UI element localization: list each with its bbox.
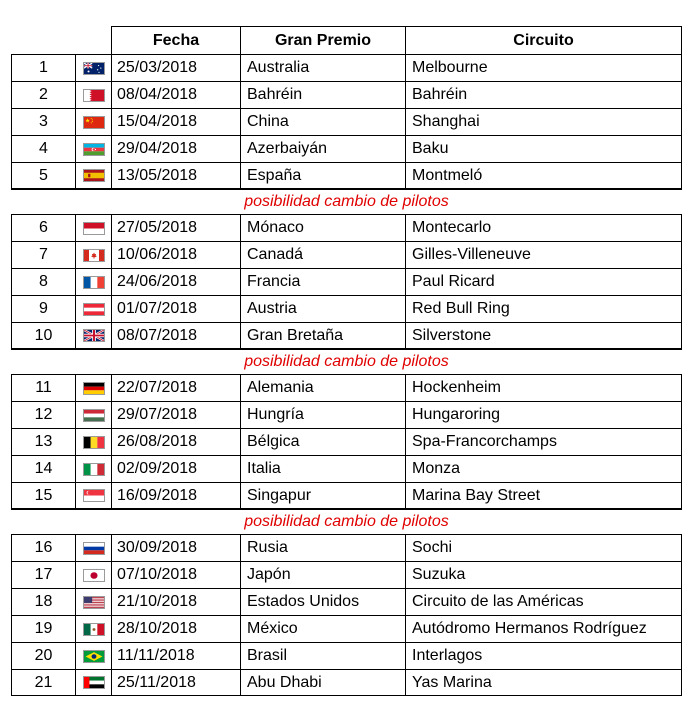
driver-change-note-row <box>11 189 682 214</box>
race-grand-prix: Mónaco <box>240 215 405 241</box>
germany-flag <box>83 382 105 395</box>
race-flag-cell <box>75 456 111 482</box>
race-date: 10/06/2018 <box>111 242 240 268</box>
race-row <box>11 241 682 268</box>
race-date: 07/10/2018 <box>111 562 240 588</box>
race-number: 21 <box>11 670 75 695</box>
race-date: 16/09/2018 <box>111 483 240 508</box>
race-number: 8 <box>11 269 75 295</box>
race-flag-cell <box>75 375 111 401</box>
header-row <box>11 26 682 54</box>
race-number: 5 <box>11 163 75 188</box>
race-flag-cell <box>75 242 111 268</box>
race-grand-prix: México <box>240 616 405 642</box>
race-flag-cell <box>75 323 111 348</box>
header-circuito: Circuito <box>405 26 682 54</box>
header-flag <box>75 26 111 54</box>
race-circuit: Monza <box>405 456 682 482</box>
race-circuit: Bahréin <box>405 82 682 108</box>
race-circuit: Baku <box>405 136 682 162</box>
race-grand-prix: Azerbaiyán <box>240 136 405 162</box>
race-grand-prix: Italia <box>240 456 405 482</box>
race-date: 29/04/2018 <box>111 136 240 162</box>
race-date: 30/09/2018 <box>111 535 240 561</box>
race-row <box>11 534 682 561</box>
race-date: 02/09/2018 <box>111 456 240 482</box>
race-flag-cell <box>75 163 111 188</box>
race-flag-cell <box>75 55 111 81</box>
race-flag-cell <box>75 670 111 695</box>
race-circuit: Marina Bay Street <box>405 483 682 508</box>
race-date: 08/04/2018 <box>111 82 240 108</box>
race-date: 29/07/2018 <box>111 402 240 428</box>
race-number: 13 <box>11 429 75 455</box>
race-circuit: Autódromo Hermanos Rodríguez <box>405 616 682 642</box>
race-row <box>11 54 682 81</box>
race-number: 10 <box>11 323 75 348</box>
race-row <box>11 588 682 615</box>
driver-change-note: posibilidad cambio de pilotos <box>244 193 449 210</box>
brazil-flag <box>83 650 105 663</box>
race-number: 9 <box>11 296 75 322</box>
race-grand-prix: España <box>240 163 405 188</box>
header-gran-premio: Gran Premio <box>240 26 405 54</box>
race-number: 19 <box>11 616 75 642</box>
race-circuit: Hockenheim <box>405 375 682 401</box>
race-number: 1 <box>11 55 75 81</box>
belgium-flag <box>83 436 105 449</box>
race-flag-cell <box>75 483 111 508</box>
france-flag <box>83 276 105 289</box>
race-date: 13/05/2018 <box>111 163 240 188</box>
monaco-flag <box>83 222 105 235</box>
russia-flag <box>83 542 105 555</box>
race-grand-prix: Abu Dhabi <box>240 670 405 695</box>
race-row <box>11 669 682 696</box>
race-flag-cell <box>75 429 111 455</box>
race-grand-prix: Australia <box>240 55 405 81</box>
race-number: 14 <box>11 456 75 482</box>
race-number: 18 <box>11 589 75 615</box>
race-row <box>11 135 682 162</box>
race-grand-prix: Brasil <box>240 643 405 669</box>
singapore-flag <box>83 489 105 502</box>
race-flag-cell <box>75 269 111 295</box>
race-circuit: Yas Marina <box>405 670 682 695</box>
driver-change-note-row <box>11 509 682 534</box>
china-flag <box>83 116 105 129</box>
race-circuit: Suzuka <box>405 562 682 588</box>
race-row <box>11 615 682 642</box>
race-date: 11/11/2018 <box>111 643 240 669</box>
race-flag-cell <box>75 562 111 588</box>
race-grand-prix: Bahréin <box>240 82 405 108</box>
race-row <box>11 268 682 295</box>
austria-flag <box>83 303 105 316</box>
race-grand-prix: Alemania <box>240 375 405 401</box>
race-row <box>11 322 682 349</box>
race-date: 28/10/2018 <box>111 616 240 642</box>
race-date: 15/04/2018 <box>111 109 240 135</box>
uae-flag <box>83 676 105 689</box>
race-row <box>11 81 682 108</box>
race-flag-cell <box>75 535 111 561</box>
race-date: 27/05/2018 <box>111 215 240 241</box>
race-date: 24/06/2018 <box>111 269 240 295</box>
race-number: 2 <box>11 82 75 108</box>
race-grand-prix: Rusia <box>240 535 405 561</box>
driver-change-note: posibilidad cambio de pilotos <box>244 513 449 530</box>
race-row <box>11 162 682 189</box>
race-flag-cell <box>75 215 111 241</box>
race-flag-cell <box>75 402 111 428</box>
race-number: 11 <box>11 375 75 401</box>
race-circuit: Montmeló <box>405 163 682 188</box>
uk-flag <box>83 329 105 342</box>
race-flag-cell <box>75 109 111 135</box>
race-flag-cell <box>75 136 111 162</box>
race-grand-prix: Estados Unidos <box>240 589 405 615</box>
race-number: 6 <box>11 215 75 241</box>
race-circuit: Paul Ricard <box>405 269 682 295</box>
race-row <box>11 561 682 588</box>
race-grand-prix: China <box>240 109 405 135</box>
calendar-table <box>11 26 682 696</box>
race-flag-cell <box>75 616 111 642</box>
race-row <box>11 214 682 241</box>
race-circuit: Circuito de las Américas <box>405 589 682 615</box>
race-date: 21/10/2018 <box>111 589 240 615</box>
race-date: 25/03/2018 <box>111 55 240 81</box>
race-date: 08/07/2018 <box>111 323 240 348</box>
italy-flag <box>83 463 105 476</box>
race-grand-prix: Bélgica <box>240 429 405 455</box>
canada-flag <box>83 249 105 262</box>
race-flag-cell <box>75 296 111 322</box>
race-circuit: Gilles-Villeneuve <box>405 242 682 268</box>
race-circuit: Interlagos <box>405 643 682 669</box>
race-flag-cell <box>75 82 111 108</box>
race-grand-prix: Canadá <box>240 242 405 268</box>
mexico-flag <box>83 623 105 636</box>
japan-flag <box>83 569 105 582</box>
race-circuit: Hungaroring <box>405 402 682 428</box>
race-number: 20 <box>11 643 75 669</box>
race-row <box>11 455 682 482</box>
race-number: 17 <box>11 562 75 588</box>
race-number: 16 <box>11 535 75 561</box>
race-row <box>11 428 682 455</box>
race-grand-prix: Gran Bretaña <box>240 323 405 348</box>
race-date: 26/08/2018 <box>111 429 240 455</box>
driver-change-note-row <box>11 349 682 374</box>
race-row <box>11 642 682 669</box>
race-row <box>11 374 682 401</box>
race-grand-prix: Austria <box>240 296 405 322</box>
race-row <box>11 401 682 428</box>
race-date: 22/07/2018 <box>111 375 240 401</box>
race-circuit: Melbourne <box>405 55 682 81</box>
race-grand-prix: Hungría <box>240 402 405 428</box>
race-date: 25/11/2018 <box>111 670 240 695</box>
race-circuit: Shanghai <box>405 109 682 135</box>
race-date: 01/07/2018 <box>111 296 240 322</box>
driver-change-note: posibilidad cambio de pilotos <box>244 353 449 370</box>
header-number <box>11 26 75 54</box>
race-grand-prix: Singapur <box>240 483 405 508</box>
race-circuit: Sochi <box>405 535 682 561</box>
race-row <box>11 108 682 135</box>
race-circuit: Red Bull Ring <box>405 296 682 322</box>
race-grand-prix: Francia <box>240 269 405 295</box>
usa-flag <box>83 596 105 609</box>
race-number: 15 <box>11 483 75 508</box>
race-grand-prix: Japón <box>240 562 405 588</box>
race-flag-cell <box>75 589 111 615</box>
hungary-flag <box>83 409 105 422</box>
bahrain-flag <box>83 89 105 102</box>
race-number: 3 <box>11 109 75 135</box>
header-fecha: Fecha <box>111 26 240 54</box>
race-flag-cell <box>75 643 111 669</box>
australia-flag <box>83 62 105 75</box>
race-circuit: Spa-Francorchamps <box>405 429 682 455</box>
race-number: 12 <box>11 402 75 428</box>
race-row <box>11 482 682 509</box>
race-number: 4 <box>11 136 75 162</box>
azerbaijan-flag <box>83 143 105 156</box>
race-number: 7 <box>11 242 75 268</box>
spain-flag <box>83 169 105 182</box>
race-row <box>11 295 682 322</box>
race-circuit: Montecarlo <box>405 215 682 241</box>
race-circuit: Silverstone <box>405 323 682 348</box>
